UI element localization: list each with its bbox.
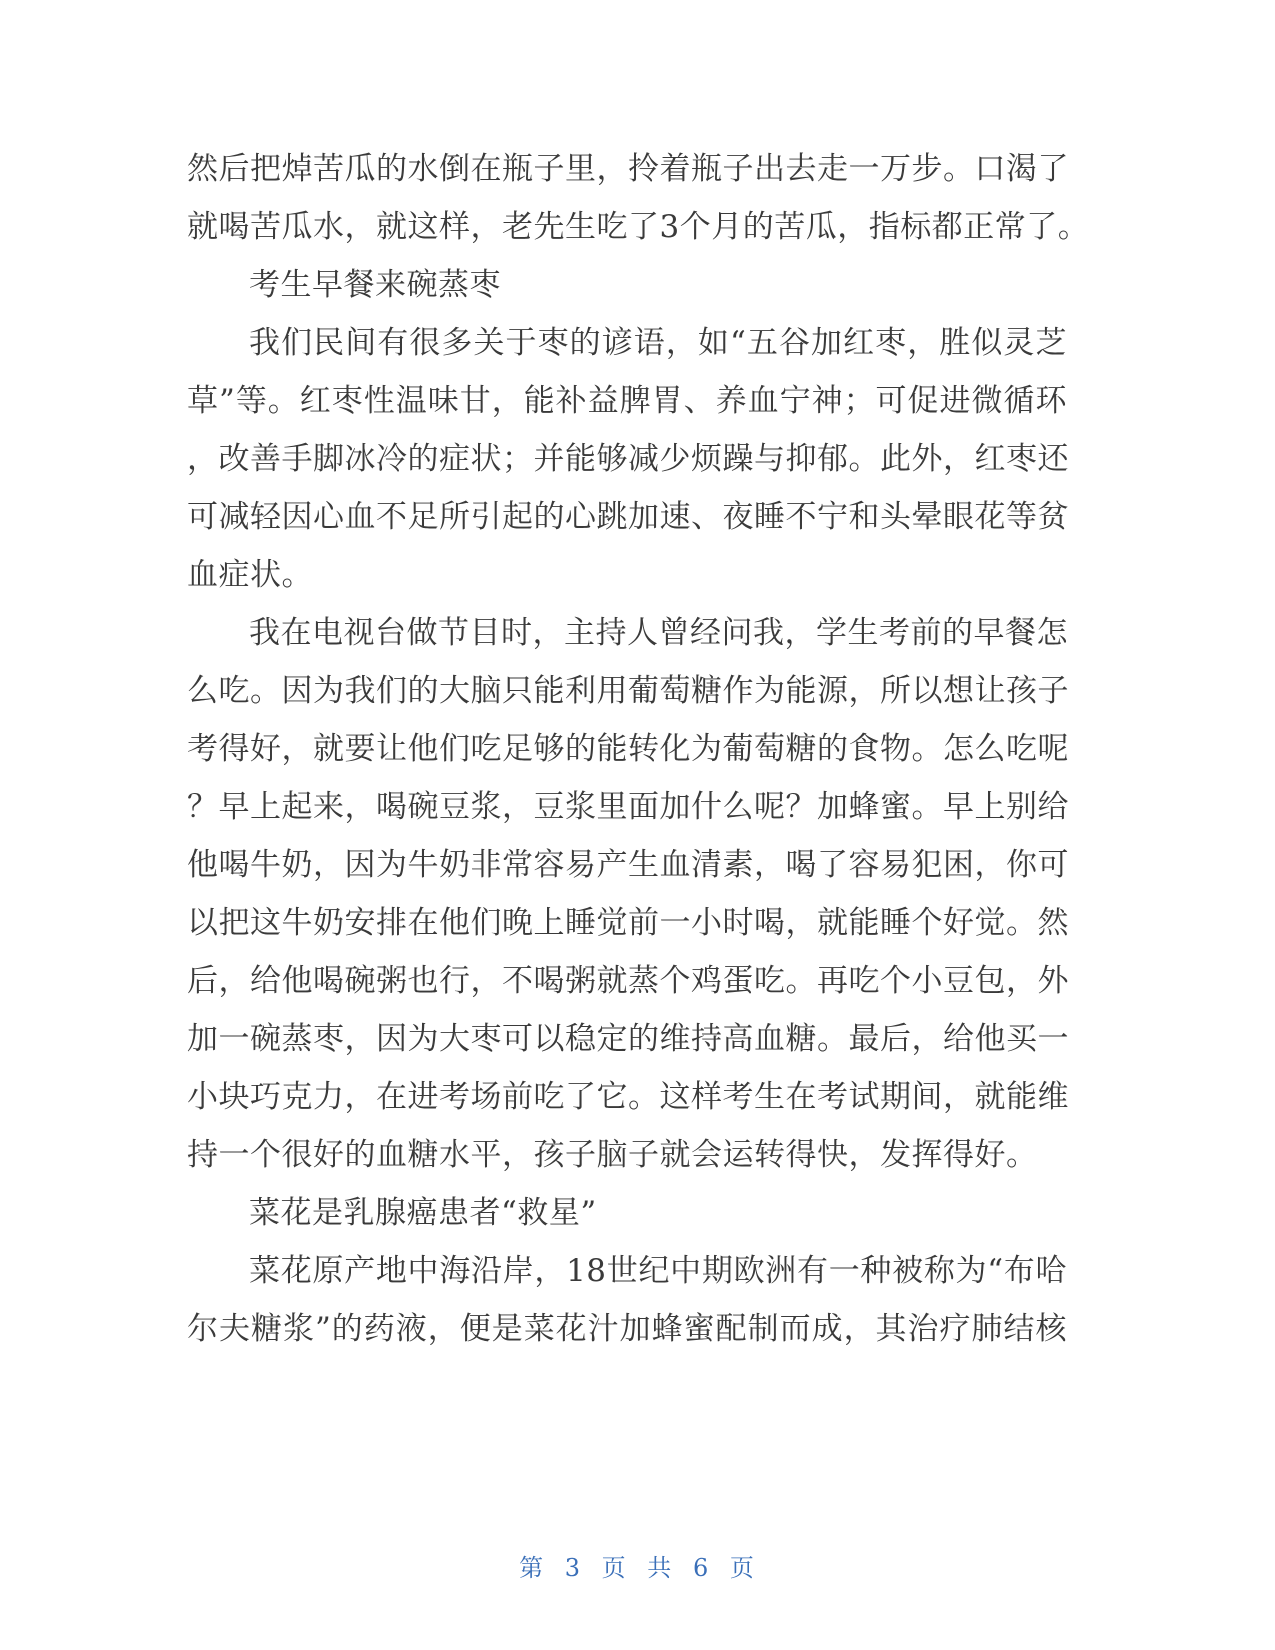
text-line: 持一个很好的血糖水平，孩子脑子就会运转得快，发挥得好。 [187,1137,1038,1173]
section-heading: 菜花是乳腺癌患者“救星” [249,1195,597,1231]
text-line: 尔夫糖浆”的药液，便是菜花汁加蜂蜜配制而成，其治疗肺结核 [187,1311,1067,1347]
section-heading: 考生早餐来碗蒸枣 [249,267,501,303]
page-number-footer: 第 3 页 共 6 页 [519,1554,756,1582]
text-line: ，改善手脚冰冷的症状；并能够减少烦躁与抑郁。此外，红枣还 [187,441,1069,477]
document-body [187,140,1090,1358]
text-line: 他喝牛奶，因为牛奶非常容易产生血清素，喝了容易犯困，你可 [187,847,1069,883]
text-line: 后，给他喝碗粥也行，不喝粥就蒸个鸡蛋吃。再吃个小豆包，外 [187,963,1069,999]
text-line: 可减轻因心血不足所引起的心跳加速、夜睡不宁和头晕眼花等贫 [187,499,1069,535]
text-line: ？早上起来，喝碗豆浆，豆浆里面加什么呢？加蜂蜜。早上别给 [187,789,1069,825]
text-line: 草”等。红枣性温味甘，能补益脾胃、养血宁神；可促进微循环 [187,383,1067,419]
text-line: 菜花原产地中海沿岸，18世纪中期欧洲有一种被称为“布哈 [249,1253,1067,1289]
text-line: 我们民间有很多关于枣的谚语，如“五谷加红枣，胜似灵芝 [249,325,1067,361]
text-line: 以把这牛奶安排在他们晚上睡觉前一小时喝，就能睡个好觉。然 [187,905,1069,941]
text-line: 就喝苦瓜水，就这样，老先生吃了3个月的苦瓜，指标都正常了。 [187,209,1090,245]
text-line: 我在电视台做节目时，主持人曾经问我，学生考前的早餐怎 [249,615,1068,651]
text-line: 考得好，就要让他们吃足够的能转化为葡萄糖的食物。怎么吃呢 [187,731,1069,767]
text-line: 加一碗蒸枣，因为大枣可以稳定的维持高血糖。最后，给他买一 [187,1021,1069,1057]
text-line: 然后把焯苦瓜的水倒在瓶子里，拎着瓶子出去走一万步。口渴了 [187,151,1069,187]
text-line: 小块巧克力，在进考场前吃了它。这样考生在考试期间，就能维 [187,1079,1069,1115]
text-line: 血症状。 [187,557,313,593]
text-line: 么吃。因为我们的大脑只能利用葡萄糖作为能源，所以想让孩子 [187,673,1069,709]
